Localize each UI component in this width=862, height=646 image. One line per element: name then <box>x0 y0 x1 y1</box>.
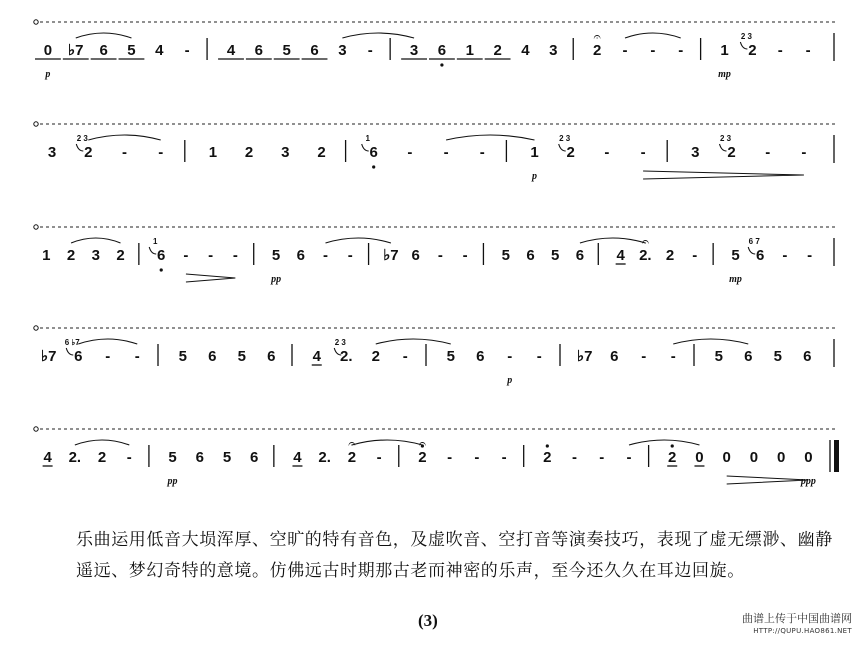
note-digit: 2. <box>68 449 82 466</box>
site-watermark <box>742 612 852 636</box>
sustain-dash: - <box>134 348 140 365</box>
note-digit: 3 <box>281 144 290 161</box>
note-digit: 2 <box>748 42 757 59</box>
watermark-line-1: 曲谱上传于中国曲谱网 <box>742 612 852 625</box>
sustain-dash: - <box>572 449 578 466</box>
grace-note-digits: 2 3 <box>559 134 571 143</box>
note-digit: 6 <box>610 348 619 365</box>
breath-circle <box>34 326 38 330</box>
note-digit: 3 <box>409 42 419 59</box>
breath-circle <box>34 427 38 431</box>
sustain-dash: - <box>208 247 214 264</box>
note-digit: 0 <box>695 449 704 466</box>
note-digit: ♭7 <box>41 348 57 365</box>
high-octave-dot <box>546 444 549 447</box>
sustain-dash: - <box>807 247 813 264</box>
note-digit: 2 <box>668 449 677 466</box>
dynamic-marking: p <box>532 171 537 182</box>
low-octave-dot <box>160 268 163 271</box>
note-digit: 5 <box>551 247 560 264</box>
note-digit: 1 <box>530 144 539 161</box>
note-digit: 2 <box>66 247 76 264</box>
breath-circle <box>34 122 38 126</box>
fermata-icon: 𝄐 <box>418 437 427 452</box>
note-digit: 5 <box>446 348 455 365</box>
breath-circle <box>34 225 38 229</box>
note-digit: 6 <box>254 42 264 59</box>
sustain-dash: - <box>376 449 382 466</box>
note-digit: 6 <box>369 144 378 161</box>
grace-note-slur <box>76 144 83 151</box>
dynamic-marking: mp <box>718 69 731 80</box>
grace-note-digits: 1 <box>152 237 158 246</box>
dynamic-marking: p <box>45 69 51 80</box>
note-digit: 3 <box>47 144 57 161</box>
note-digit: 6 <box>267 348 276 365</box>
sustain-dash: - <box>692 247 698 264</box>
note-digit: 0 <box>776 449 786 466</box>
note-digit: 3 <box>91 247 100 264</box>
sustain-dash: - <box>626 449 632 466</box>
note-digit: 2 <box>317 144 326 161</box>
note-digit: 4 <box>312 348 321 365</box>
fermata-icon: 𝄐 <box>641 235 649 250</box>
note-digit: 4 <box>293 449 302 466</box>
note-digit: 5 <box>237 348 246 365</box>
note-digit: 2 <box>244 144 254 161</box>
grace-note-slur <box>66 348 73 355</box>
note-digit: 2 <box>727 144 736 161</box>
phrase-slur <box>326 238 391 243</box>
note-digit: 1 <box>42 247 51 264</box>
grace-note-digits: 2 3 <box>334 338 346 347</box>
note-digit: 0 <box>43 42 53 59</box>
sustain-dash: - <box>158 144 164 161</box>
sustain-dash: - <box>678 42 684 59</box>
note-digit: 5 <box>178 348 187 365</box>
note-digit: 6 <box>74 348 83 365</box>
phrase-slur <box>75 440 129 445</box>
note-digit: 6 <box>250 449 259 466</box>
phrase-slur <box>376 339 451 344</box>
phrase-slur <box>71 238 120 243</box>
note-digit: 6 <box>157 247 166 264</box>
phrase-slur <box>88 135 160 140</box>
note-digit: 6 <box>437 42 447 59</box>
note-digit: 6 <box>208 348 217 365</box>
sustain-dash: - <box>105 348 111 365</box>
grace-note-digits: 2 3 <box>719 134 732 143</box>
phrase-slur <box>446 135 534 140</box>
note-digit: 4 <box>226 42 236 59</box>
sustain-dash: - <box>805 42 811 59</box>
sustain-dash: - <box>232 247 238 264</box>
grace-note-slur <box>740 42 747 49</box>
watermark-url: HTTP://QUPU.HAO861.NET <box>753 627 852 635</box>
low-octave-dot <box>440 63 443 66</box>
sustain-dash: - <box>443 144 449 161</box>
note-digit: 0 <box>804 449 813 466</box>
grace-note-digits: 6 ♭7 <box>64 338 80 347</box>
note-digit: 2 <box>592 42 602 59</box>
note-digit: 4 <box>616 247 625 264</box>
sustain-dash: - <box>323 247 328 264</box>
note-digit: 2. <box>339 348 353 365</box>
note-digit: 1 <box>208 144 218 161</box>
note-digit: 2 <box>543 449 552 466</box>
note-digit: ♭7 <box>577 348 593 365</box>
fermata-icon: 𝄐 <box>593 30 601 45</box>
sustain-dash: - <box>347 247 353 264</box>
grace-note-slur <box>362 144 369 151</box>
sustain-dash: - <box>407 144 413 161</box>
sustain-dash: - <box>640 144 646 161</box>
sustain-dash: - <box>622 42 628 59</box>
note-digit: 5 <box>714 348 723 365</box>
grace-note-digits: 6 7 <box>748 237 760 246</box>
dynamic-marking: pp <box>167 476 178 487</box>
dynamic-marking: ppp <box>800 476 816 487</box>
note-digit: 2. <box>639 247 652 264</box>
sustain-dash: - <box>650 42 656 59</box>
note-digit: 4 <box>521 42 530 59</box>
sustain-dash: - <box>801 144 807 161</box>
note-digit: 5 <box>168 449 177 466</box>
note-digit: 5 <box>282 42 291 59</box>
note-digit: 1 <box>720 42 729 59</box>
note-digit: 6 <box>803 348 812 365</box>
sustain-dash: - <box>604 144 610 161</box>
sustain-dash: - <box>126 449 132 466</box>
sustain-dash: - <box>367 42 373 59</box>
decrescendo-hairpin <box>643 171 804 179</box>
sustain-dash: - <box>670 348 676 365</box>
note-digit: 6 <box>195 449 204 466</box>
note-digit: 3 <box>691 144 700 161</box>
phrase-slur <box>76 33 132 38</box>
sustain-dash: - <box>183 247 189 264</box>
sustain-dash: - <box>507 348 513 365</box>
sustain-dash: - <box>479 144 485 161</box>
note-digit: 3 <box>549 42 558 59</box>
grace-note-slur <box>559 144 566 151</box>
sustain-dash: - <box>474 449 480 466</box>
note-digit: 6 <box>756 247 765 264</box>
sustain-dash: - <box>599 449 605 466</box>
dynamic-marking: p <box>507 375 513 386</box>
decrescendo-hairpin <box>186 274 235 282</box>
phrase-slur <box>352 440 422 445</box>
phrase-slur <box>625 33 681 38</box>
note-digit: 6 <box>476 348 485 365</box>
note-digit: 5 <box>731 247 740 264</box>
sustain-dash: - <box>447 449 453 466</box>
note-digit: 3 <box>338 42 347 59</box>
note-digit: 2 <box>493 42 502 59</box>
grace-note-slur <box>720 144 727 151</box>
high-octave-dot <box>671 444 674 447</box>
grace-note-digits: 2 3 <box>76 134 88 143</box>
phrase-slur <box>629 440 699 445</box>
note-digit: 2 <box>116 247 125 264</box>
dynamic-marking: pp <box>271 274 282 285</box>
note-digit: 6 <box>296 247 305 264</box>
grace-note-slur <box>748 247 755 254</box>
phrase-slur <box>78 339 137 344</box>
sustain-dash: - <box>402 348 408 365</box>
note-digit: 6 <box>99 42 108 59</box>
note-digit: 4 <box>155 42 164 59</box>
note-digit: ♭7 <box>68 42 84 59</box>
note-digit: 2 <box>566 144 575 161</box>
page-number: (3) <box>418 611 438 630</box>
note-digit: 1 <box>465 42 474 59</box>
note-digit: 4 <box>43 449 52 466</box>
phrase-slur <box>673 339 748 344</box>
sustain-dash: - <box>437 247 443 264</box>
final-barline-thick <box>834 440 839 472</box>
note-digit: 2 <box>347 449 357 466</box>
dynamic-marking: mp <box>729 274 742 285</box>
sustain-dash: - <box>777 42 783 59</box>
grace-note-slur <box>149 247 156 254</box>
note-digit: 6 <box>411 247 420 264</box>
piece-description: 乐曲运用低音大埙浑厚、空旷的特有音色，及虚吹音、空打音等演奏技巧，表现了虚无缥渺、幽静遥远、梦幻奇特的意境。仿佛远古时期那古老而神密的乐声，至今还久久在耳边回旋。 <box>76 530 833 581</box>
note-digit: 5 <box>222 449 232 466</box>
note-digit: 0 <box>749 449 759 466</box>
note-digit: ♭7 <box>383 247 399 264</box>
sustain-dash: - <box>184 42 190 59</box>
note-digit: 2 <box>665 247 675 264</box>
note-digit: 5 <box>773 348 782 365</box>
note-digit: 6 <box>575 247 585 264</box>
note-digit: 5 <box>501 247 510 264</box>
decrescendo-hairpin <box>727 476 809 484</box>
grace-note-digits: 1 <box>365 134 370 143</box>
sustain-dash: - <box>536 348 542 365</box>
note-digit: 2 <box>371 348 380 365</box>
sustain-dash: - <box>782 247 788 264</box>
note-digit: 2 <box>418 449 427 466</box>
breath-circle <box>34 20 38 24</box>
phrase-slur <box>342 33 414 38</box>
note-digit: 6 <box>526 247 535 264</box>
fermata-icon: 𝄐 <box>348 437 356 452</box>
sustain-dash: - <box>765 144 771 161</box>
note-digit: 0 <box>722 449 731 466</box>
note-digit: 6 <box>744 348 753 365</box>
sustain-dash: - <box>462 247 468 264</box>
note-digit: 6 <box>310 42 319 59</box>
sustain-dash: - <box>122 144 127 161</box>
sustain-dash: - <box>501 449 507 466</box>
note-digit: 5 <box>127 42 136 59</box>
note-digit: 2 <box>97 449 107 466</box>
grace-note-digits: 2 3 <box>740 32 752 41</box>
note-digit: 2 <box>84 144 93 161</box>
sustain-dash: - <box>641 348 647 365</box>
note-digit: 2. <box>318 449 331 466</box>
note-digit: 5 <box>271 247 281 264</box>
phrase-slur <box>580 238 645 243</box>
low-octave-dot <box>372 165 375 168</box>
